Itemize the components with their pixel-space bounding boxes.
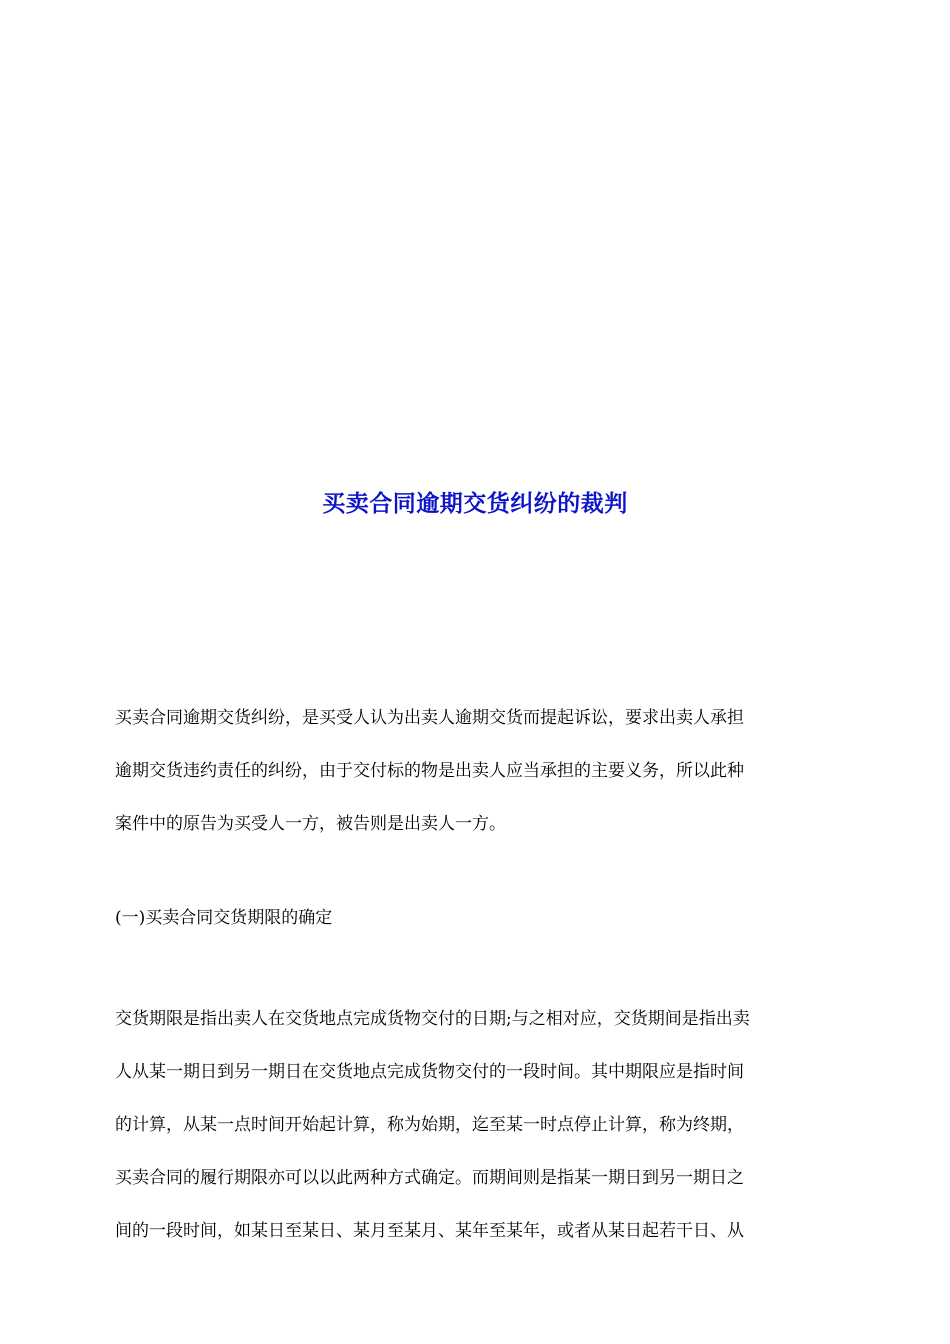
paragraph-line: 的计算，从某一点时间开始起计算，称为始期，迄至某一时点停止计算，称为终期， bbox=[115, 1115, 744, 1135]
section-heading: (一)买卖合同交货期限的确定 bbox=[115, 908, 333, 928]
paragraph-line: 逾期交货违约责任的纠纷，由于交付标的物是出卖人应当承担的主要义务，所以此种 bbox=[115, 761, 744, 781]
paragraph-line: 买卖合同逾期交货纠纷，是买受人认为出卖人逾期交货而提起诉讼，要求出卖人承担 bbox=[115, 708, 744, 728]
paragraph-line: 人从某一期日到另一期日在交货地点完成货物交付的一段时间。其中期限应是指时间 bbox=[115, 1062, 744, 1082]
intro-paragraph bbox=[115, 692, 845, 851]
paragraph-line: 案件中的原告为买受人一方，被告则是出卖人一方。 bbox=[115, 814, 506, 834]
document-title: 买卖合同逾期交货纠纷的裁判 bbox=[322, 491, 628, 517]
paragraph-line: 交货期限是指出卖人在交货地点完成货物交付的日期;与之相对应，交货期间是指出卖 bbox=[115, 1009, 750, 1029]
paragraph-line: 间的一段时间，如某日至某日、某月至某月、某年至某年，或者从某日起若干日、从 bbox=[115, 1221, 744, 1241]
paragraph-line: 买卖合同的履行期限亦可以以此两种方式确定。而期间则是指某一期日到另一期日之 bbox=[115, 1168, 744, 1188]
body-paragraph bbox=[115, 993, 845, 1258]
